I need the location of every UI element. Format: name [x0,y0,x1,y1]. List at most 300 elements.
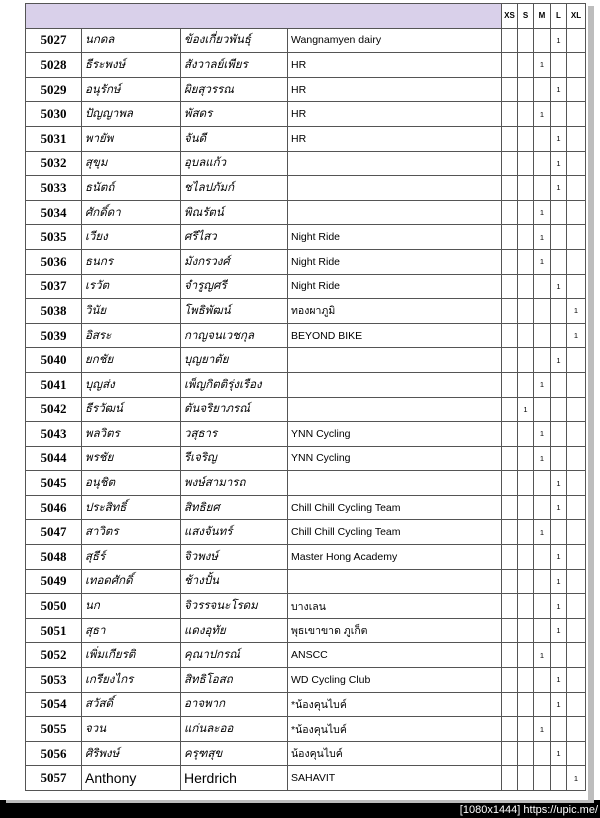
team-name-cell: Master Hong Academy [288,545,502,570]
last-name-cell: โพธิพัฒน์ [181,299,288,324]
last-name-cell: กาญจนเวชกุล [181,323,288,348]
size-xl-cell [567,495,586,520]
team-name-cell: ANSCC [288,643,502,668]
table-row [26,446,586,471]
size-m-cell [534,495,551,520]
size-xl-cell [567,53,586,78]
last-name-cell: ศรีไสว [181,225,288,250]
size-s-cell [518,741,534,766]
size-s-cell [518,545,534,570]
size-xl-cell [567,176,586,201]
size-s-cell [518,28,534,53]
header-title-cell [26,4,502,29]
table-row [26,643,586,668]
last-name-cell: รีเจริญ [181,446,288,471]
size-l-cell [551,53,567,78]
first-name-cell: สุธีร์ [82,545,181,570]
table-row [26,77,586,102]
team-name-cell [288,471,502,496]
row-number-cell: 5035 [26,225,82,250]
team-name-cell: BEYOND BIKE [288,323,502,348]
size-l-cell: 1 [551,348,567,373]
size-xs-cell [502,545,518,570]
first-name-cell: สุธา [82,618,181,643]
size-s-cell [518,102,534,127]
size-l-cell [551,323,567,348]
team-name-cell: HR [288,126,502,151]
size-l-cell: 1 [551,692,567,717]
size-l-cell: 1 [551,545,567,570]
size-s-cell [518,643,534,668]
size-l-cell: 1 [551,741,567,766]
last-name-cell: ช้างปั้น [181,569,288,594]
first-name-cell: เกรียงไกร [82,668,181,693]
size-l-cell: 1 [551,594,567,619]
table-row [26,717,586,742]
table-row [26,471,586,496]
size-xl-cell [567,520,586,545]
size-xl-cell [567,372,586,397]
size-m-cell [534,545,551,570]
participant-table [25,3,586,791]
size-m-cell [534,348,551,373]
size-xl-cell [567,643,586,668]
row-number-cell: 5051 [26,618,82,643]
size-s-cell [518,422,534,447]
header-size-m: M [534,4,551,29]
size-xs-cell [502,323,518,348]
size-xs-cell [502,520,518,545]
size-m-cell: 1 [534,249,551,274]
team-name-cell: Night Ride [288,274,502,299]
size-xl-cell [567,274,586,299]
size-m-cell [534,323,551,348]
first-name-cell: ประสิทธิ์ [82,495,181,520]
table-row [26,545,586,570]
row-number-cell: 5049 [26,569,82,594]
last-name-cell: ครุฑสุข [181,741,288,766]
last-name-cell: จำรูญศรี [181,274,288,299]
row-number-cell: 5057 [26,766,82,791]
team-name-cell [288,348,502,373]
last-name-cell: จิวพงษ์ [181,545,288,570]
size-l-cell: 1 [551,176,567,201]
last-name-cell: สิทธิยศ [181,495,288,520]
size-m-cell [534,594,551,619]
last-name-cell: ผิยสุวรรณ [181,77,288,102]
row-number-cell: 5038 [26,299,82,324]
last-name-cell: บุญยาตัย [181,348,288,373]
size-xl-cell [567,102,586,127]
size-xl-cell [567,28,586,53]
row-number-cell: 5030 [26,102,82,127]
size-s-cell [518,717,534,742]
first-name-cell: Anthony [82,766,181,791]
table-row [26,594,586,619]
row-number-cell: 5040 [26,348,82,373]
size-l-cell [551,102,567,127]
size-xl-cell [567,225,586,250]
row-number-cell: 5043 [26,422,82,447]
row-number-cell: 5033 [26,176,82,201]
size-m-cell [534,668,551,693]
size-m-cell [534,692,551,717]
size-m-cell: 1 [534,643,551,668]
row-number-cell: 5031 [26,126,82,151]
first-name-cell: อิสระ [82,323,181,348]
size-xs-cell [502,249,518,274]
row-number-cell: 5034 [26,200,82,225]
team-name-cell: Chill Chill Cycling Team [288,495,502,520]
table-row [26,520,586,545]
table-row [26,151,586,176]
size-m-cell [534,151,551,176]
size-s-cell [518,618,534,643]
size-m-cell: 1 [534,200,551,225]
size-s-cell [518,77,534,102]
size-s-cell [518,274,534,299]
size-xl-cell [567,77,586,102]
size-xl-cell: 1 [567,766,586,791]
size-xs-cell [502,495,518,520]
size-xs-cell [502,348,518,373]
size-s-cell [518,151,534,176]
row-number-cell: 5052 [26,643,82,668]
row-number-cell: 5046 [26,495,82,520]
first-name-cell: สาวิตร [82,520,181,545]
team-name-cell [288,151,502,176]
last-name-cell: จันดี [181,126,288,151]
size-l-cell [551,643,567,668]
size-xs-cell [502,126,518,151]
first-name-cell: ธนัตถ์ [82,176,181,201]
table-row [26,102,586,127]
first-name-cell: ธนกร [82,249,181,274]
size-s-cell [518,766,534,791]
first-name-cell: เรวัต [82,274,181,299]
size-l-cell [551,717,567,742]
table-row [26,422,586,447]
size-m-cell [534,741,551,766]
size-s-cell [518,495,534,520]
first-name-cell: วินัย [82,299,181,324]
last-name-cell: คุณาปกรณ์ [181,643,288,668]
image-caption: [1080x1444] https://upic.me/ [459,804,598,816]
table-row [26,569,586,594]
size-xs-cell [502,766,518,791]
size-m-cell: 1 [534,446,551,471]
size-m-cell [534,569,551,594]
size-l-cell [551,422,567,447]
first-name-cell: สุขุม [82,151,181,176]
size-m-cell [534,618,551,643]
size-xl-cell [567,692,586,717]
size-xl-cell [567,348,586,373]
first-name-cell: บุญส่ง [82,372,181,397]
table-row [26,692,586,717]
size-s-cell [518,323,534,348]
size-xl-cell [567,668,586,693]
last-name-cell: สังวาลย์เพียร [181,53,288,78]
first-name-cell: เวียง [82,225,181,250]
last-name-cell: อุบลแก้ว [181,151,288,176]
last-name-cell: แดงอุทัย [181,618,288,643]
size-m-cell: 1 [534,53,551,78]
team-name-cell: YNN Cycling [288,446,502,471]
size-xl-cell [567,151,586,176]
first-name-cell: เพิ่มเกียรติ [82,643,181,668]
size-s-cell [518,594,534,619]
size-s-cell [518,372,534,397]
size-s-cell [518,692,534,717]
size-l-cell [551,446,567,471]
row-number-cell: 5055 [26,717,82,742]
team-name-cell: YNN Cycling [288,422,502,447]
size-l-cell: 1 [551,77,567,102]
size-m-cell: 1 [534,520,551,545]
first-name-cell: ศักดิ์ดา [82,200,181,225]
size-m-cell [534,28,551,53]
size-l-cell [551,766,567,791]
last-name-cell: วสุธาร [181,422,288,447]
size-xs-cell [502,422,518,447]
header-size-xl: XL [567,4,586,29]
team-name-cell [288,569,502,594]
size-l-cell [551,299,567,324]
size-xs-cell [502,594,518,619]
page-shadow-right [588,6,594,802]
team-name-cell: น้องคุนไบค์ [288,741,502,766]
first-name-cell: พรชัย [82,446,181,471]
first-name-cell: อนุชิต [82,471,181,496]
size-xs-cell [502,53,518,78]
size-xs-cell [502,618,518,643]
size-m-cell [534,77,551,102]
table-row [26,348,586,373]
first-name-cell: เทอดศักดิ์ [82,569,181,594]
last-name-cell: พิณรัตน์ [181,200,288,225]
size-xl-cell [567,126,586,151]
size-xl-cell [567,249,586,274]
table-row [26,249,586,274]
first-name-cell: ธีระพงษ์ [82,53,181,78]
size-l-cell [551,225,567,250]
team-name-cell: Wangnamyen dairy [288,28,502,53]
team-name-cell: Night Ride [288,249,502,274]
last-name-cell: สิทธิโอสถ [181,668,288,693]
size-xs-cell [502,643,518,668]
size-l-cell [551,372,567,397]
size-xl-cell [567,594,586,619]
size-m-cell: 1 [534,102,551,127]
size-xs-cell [502,176,518,201]
size-xs-cell [502,151,518,176]
size-xs-cell [502,28,518,53]
size-xl-cell [567,200,586,225]
row-number-cell: 5032 [26,151,82,176]
row-number-cell: 5037 [26,274,82,299]
first-name-cell: อนุรักษ์ [82,77,181,102]
row-number-cell: 5054 [26,692,82,717]
size-s-cell: 1 [518,397,534,422]
first-name-cell: พลวิตร [82,422,181,447]
header-size-l: L [551,4,567,29]
size-m-cell: 1 [534,717,551,742]
size-m-cell [534,126,551,151]
size-m-cell: 1 [534,225,551,250]
size-xl-cell: 1 [567,299,586,324]
table-row [26,741,586,766]
table-row [26,495,586,520]
size-xl-cell [567,446,586,471]
table-row [26,126,586,151]
size-xl-cell [567,717,586,742]
size-xl-cell [567,741,586,766]
table-row [26,274,586,299]
size-l-cell: 1 [551,274,567,299]
last-name-cell: แก่นละออ [181,717,288,742]
row-number-cell: 5028 [26,53,82,78]
row-number-cell: 5041 [26,372,82,397]
size-l-cell: 1 [551,471,567,496]
last-name-cell: เพ็ญกิตติรุ่งเรือง [181,372,288,397]
size-m-cell [534,176,551,201]
first-name-cell: นกดล [82,28,181,53]
table-row [26,28,586,53]
size-xs-cell [502,668,518,693]
row-number-cell: 5027 [26,28,82,53]
page-shadow-bottom [6,800,594,803]
last-name-cell: ชไลปภัมก์ [181,176,288,201]
size-xl-cell [567,569,586,594]
size-xs-cell [502,717,518,742]
team-name-cell: HR [288,53,502,78]
size-l-cell: 1 [551,28,567,53]
table-row [26,323,586,348]
team-name-cell: WD Cycling Club [288,668,502,693]
size-xs-cell [502,77,518,102]
first-name-cell: จวน [82,717,181,742]
table-row [26,618,586,643]
last-name-cell: พงษ์สามารถ [181,471,288,496]
table-row [26,668,586,693]
size-l-cell: 1 [551,618,567,643]
header-size-s: S [518,4,534,29]
row-number-cell: 5050 [26,594,82,619]
size-s-cell [518,471,534,496]
size-xs-cell [502,692,518,717]
team-name-cell: *น้องคุนไบค์ [288,692,502,717]
size-l-cell: 1 [551,495,567,520]
row-number-cell: 5045 [26,471,82,496]
first-name-cell: ยกชัย [82,348,181,373]
size-l-cell [551,249,567,274]
size-m-cell [534,274,551,299]
team-name-cell: HR [288,77,502,102]
table-row [26,766,586,791]
first-name-cell: ศิริพงษ์ [82,741,181,766]
row-number-cell: 5056 [26,741,82,766]
size-s-cell [518,126,534,151]
table-row [26,397,586,422]
row-number-cell: 5039 [26,323,82,348]
size-m-cell [534,397,551,422]
last-name-cell: จิวรรจนะโรดม [181,594,288,619]
size-s-cell [518,668,534,693]
row-number-cell: 5044 [26,446,82,471]
table-body [26,28,586,790]
first-name-cell: ธีรวัฒน์ [82,397,181,422]
first-name-cell: นก [82,594,181,619]
last-name-cell: อาจพาก [181,692,288,717]
size-xl-cell [567,545,586,570]
last-name-cell: พัสดร [181,102,288,127]
size-xs-cell [502,372,518,397]
size-xs-cell [502,200,518,225]
last-name-cell: ตันจริยาภรณ์ [181,397,288,422]
row-number-cell: 5053 [26,668,82,693]
team-name-cell [288,200,502,225]
size-s-cell [518,53,534,78]
size-s-cell [518,176,534,201]
size-l-cell: 1 [551,151,567,176]
table-row [26,225,586,250]
team-name-cell: Night Ride [288,225,502,250]
size-l-cell [551,397,567,422]
row-number-cell: 5042 [26,397,82,422]
size-s-cell [518,249,534,274]
team-name-cell: พุธเขาขาด ภูเก็ต [288,618,502,643]
size-l-cell: 1 [551,569,567,594]
team-name-cell [288,372,502,397]
team-name-cell: *น้องคุนไบค์ [288,717,502,742]
size-m-cell [534,766,551,791]
table-header-row [26,4,586,29]
size-m-cell: 1 [534,422,551,447]
team-name-cell [288,176,502,201]
size-xs-cell [502,471,518,496]
size-s-cell [518,299,534,324]
team-name-cell: HR [288,102,502,127]
last-name-cell: Herdrich [181,766,288,791]
size-xs-cell [502,274,518,299]
size-xl-cell [567,397,586,422]
last-name-cell: แสงจันทร์ [181,520,288,545]
size-l-cell [551,520,567,545]
size-s-cell [518,348,534,373]
table-row [26,176,586,201]
size-xs-cell [502,569,518,594]
size-s-cell [518,520,534,545]
size-xl-cell [567,471,586,496]
size-xs-cell [502,446,518,471]
first-name-cell: ปัญญาพล [82,102,181,127]
size-xs-cell [502,741,518,766]
team-name-cell: SAHAVIT [288,766,502,791]
team-name-cell: ทองผาภูมิ [288,299,502,324]
row-number-cell: 5036 [26,249,82,274]
row-number-cell: 5047 [26,520,82,545]
size-xl-cell [567,422,586,447]
size-s-cell [518,225,534,250]
table-row [26,372,586,397]
size-m-cell: 1 [534,372,551,397]
size-xs-cell [502,102,518,127]
size-xs-cell [502,397,518,422]
size-l-cell: 1 [551,126,567,151]
size-s-cell [518,569,534,594]
last-name-cell: ข้องเกี่ยวพันธุ์ [181,28,288,53]
